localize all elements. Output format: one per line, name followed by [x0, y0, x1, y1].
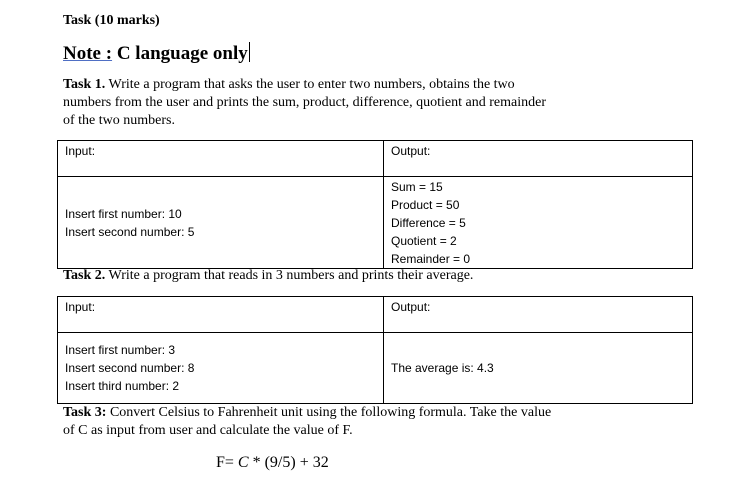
- output-values-cell: [384, 333, 693, 404]
- task2-text: Write a program that reads in 3 numbers and prints their average.: [105, 268, 474, 283]
- output-line: Remainder = 0: [391, 252, 471, 266]
- input-header: Input:: [58, 141, 384, 177]
- task1-line: numbers from the user and prints the sum, product, difference, quotient and remainder: [63, 95, 546, 110]
- conversion-formula: [216, 454, 329, 472]
- formula-rhs: * (9/5) + 32: [248, 454, 329, 471]
- input-line: Insert first number: 3: [65, 343, 176, 357]
- output-line: Quotient = 2: [391, 234, 457, 248]
- formula-lhs: F=: [216, 454, 238, 471]
- task1-line: of the two numbers.: [63, 113, 175, 128]
- input-values-cell: [58, 177, 384, 269]
- task1-label: Task 1.: [63, 77, 106, 92]
- input-line: Insert second number: 5: [65, 224, 195, 239]
- output-header: Output:: [384, 297, 693, 333]
- task1-description: [63, 76, 546, 130]
- output-line: Product = 50: [391, 198, 460, 212]
- input-values-cell: [58, 333, 384, 404]
- note-line: [63, 42, 250, 65]
- task2-description: [63, 267, 473, 285]
- output-values-cell: [384, 177, 693, 269]
- document-heading: Task (10 marks): [63, 13, 160, 28]
- task2-label: Task 2.: [63, 268, 106, 283]
- text-cursor: [249, 42, 250, 62]
- input-line: Insert first number: 10: [65, 206, 182, 221]
- task3-description: [63, 404, 551, 440]
- task1-io-table: [57, 140, 693, 269]
- input-line: Insert second number: 8: [65, 361, 195, 375]
- output-line: The average is: 4.3: [391, 361, 494, 375]
- task3-label: Task 3:: [63, 405, 107, 420]
- output-header: Output:: [384, 141, 693, 177]
- task1-line: Write a program that asks the user to enter two numbers, obtains the two: [105, 77, 515, 92]
- note-label: Note :: [63, 43, 113, 64]
- task3-line: Convert Celsius to Fahrenheit unit using the following formula. Take the value: [106, 405, 552, 420]
- input-line: Insert third number: 2: [65, 379, 180, 393]
- input-header: Input:: [58, 297, 384, 333]
- formula-variable: C: [237, 454, 249, 471]
- note-text: C language only: [112, 43, 248, 64]
- task3-line: of C as input from user and calculate the value of F.: [63, 423, 353, 438]
- output-line: Sum = 15: [391, 180, 443, 194]
- output-line: Difference = 5: [391, 216, 466, 230]
- task2-io-table: [57, 296, 693, 404]
